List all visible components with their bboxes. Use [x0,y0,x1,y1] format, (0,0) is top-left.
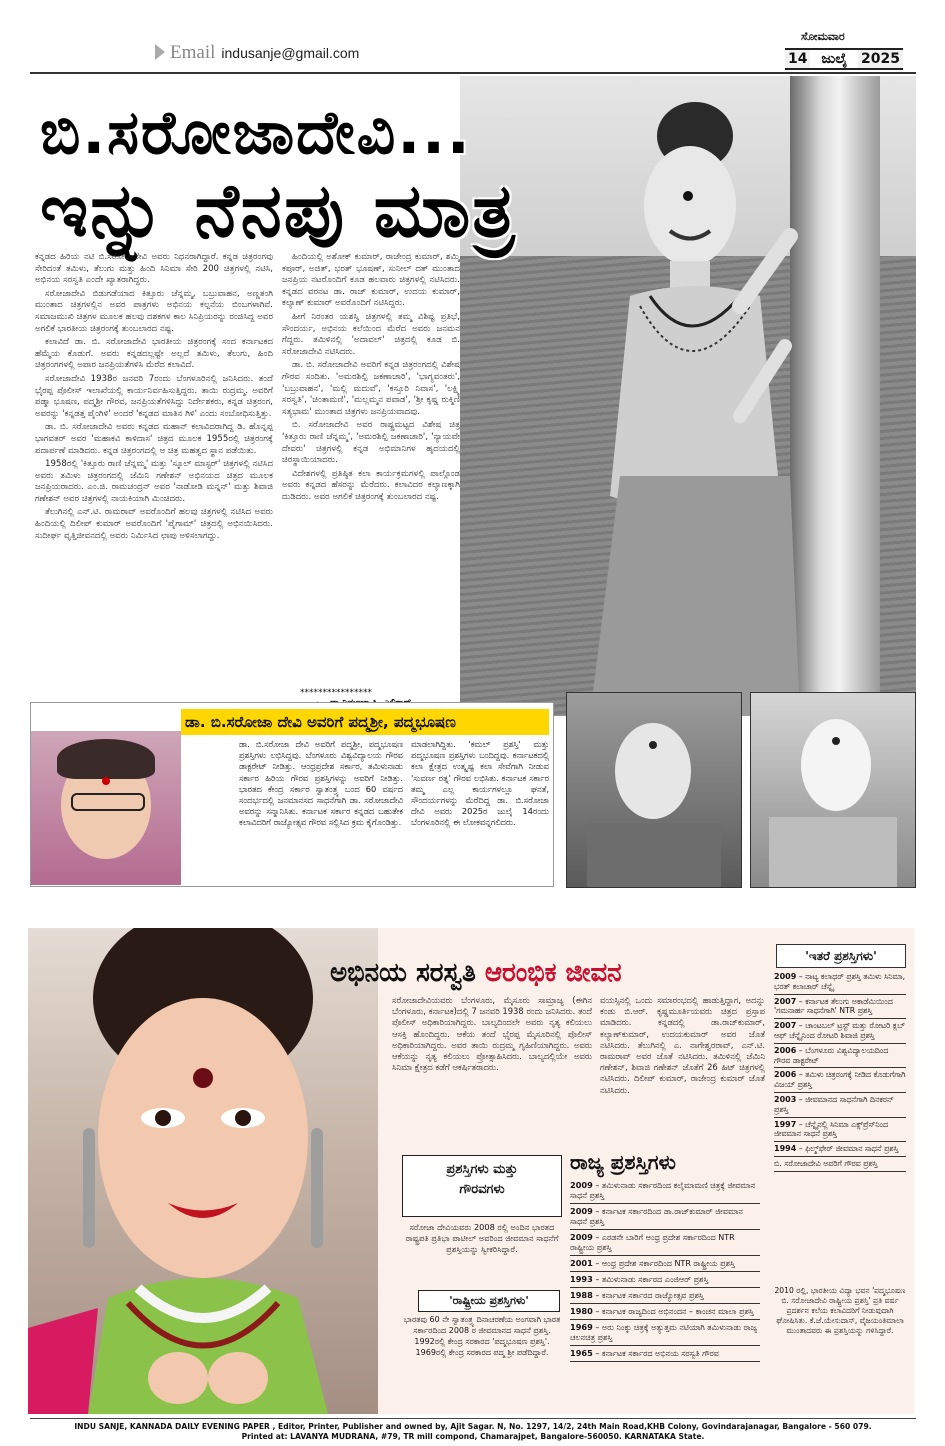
elder-hair [57,739,155,779]
state-awards [570,1150,760,1362]
header-date-block [785,30,903,70]
email-label: Email [170,42,216,63]
portrait-photo-2 [750,692,916,888]
header-email [170,42,359,64]
color-portrait-illustration [28,928,378,1414]
list-item: ಬಿ. ಸರೋಜಾದೇವಿ ಅವರಿಗೆ ಗೌರವ ಪ್ರಶಸ್ತಿ [774,1157,906,1172]
list-item: 1993 – ತಮಿಳುನಾಡು ಸರ್ಕಾರದ ಎಂಜಿಆರ್ ಪ್ರಶಸ್ತಿ [570,1272,760,1288]
bindi-icon [102,777,110,785]
list-item: 1980 – ಕರ್ನಾಟಕ ರಾಜ್ಯದಿಂದ ಅಭಿನಂದನ – ಕಾಂಚನ ಮಾಲಾ ಪ್ರಶಸ್ತಿ [570,1304,760,1320]
header-arrow-icon [155,44,165,60]
article-paragraph: 1958ರಲ್ಲಿ 'ಕಿತ್ತೂರು ರಾಣಿ ಚೆನ್ನಮ್ಮ' ಮತ್ತು 'ಸ್ಕೂಲ್ ಮಾಸ್ಟರ್' ಚಿತ್ರಗಳಲ್ಲಿ ನಟಿಸಿದ ಅವರು ತಮಿಳು ಚಿತ್ರರಂಗದಲ್ಲಿ ಜೆಮಿನಿ ಗಣೇಶನ್ ಅಭಿನಯದ ಚಿತ್ರದ ಮೂಲಕ ಜನಪ್ರಿಯರಾದರು. ಎಂ.ಜಿ. ರಾಮಚಂದ್ರನ್ ಅವರ 'ನಾಡೋಡಿ ಮನ್ನನ್' ಮತ್ತು ಶಿವಾಜಿ ಗಣೇಶನ್ ಅವರ ಚಿತ್ರಗಳಲ್ಲಿ ನಾಯಕಿಯಾಗಿ ಮಿಂಚಿದರು. [35,459,273,504]
list-item: 2009 – ತಮಿಳುನಾಡು ಸರ್ಕಾರದಿಂದ ಕಲೈಮಾಮಣಿ ಚಿತ್ರಕ್ಕೆ ಜೀವಮಾನ ಸಾಧನೆ ಪ್ರಶಸ್ತಿ [570,1178,760,1204]
list-item: 2007 – ಕರ್ನಾಟಕ ತೆಲುಗು ಅಕಾಡೆಮಿಯಿಂದ 'ಗಮನಾರ್ಹ ಸಾಧನೆಗಾಗಿ' NTR ಪ್ರಶಸ್ತಿ [774,995,906,1020]
actress-figure [590,96,800,716]
header-divider [30,72,916,74]
list-item: 2007 – ಚಾಂಟಬಲ್ ಟ್ರಸ್ಟ್ ಮತ್ತು ರೋಟರಿ ಕ್ಲಬ್ ಆಫ್ ಚೆನ್ನೈನಿಂದ ರೋಟರಿ ಶಿವಾಜಿ ಪ್ರಶಸ್ತಿ [774,1019,906,1044]
list-item: 2003 – ಜೀವಮಾನದ ಸಾಧನೆಗಾಗಿ ದಿನಕರನ್ ಪ್ರಶಸ್ತಿ [774,1093,906,1118]
elder-portrait-photo [31,731,181,885]
main-photo [460,76,916,716]
state-awards-title: ರಾಜ್ಯ ಪ್ರಶಸ್ತಿಗಳು [570,1150,676,1174]
list-item: 1997 – ಚೆನ್ನೈನಲ್ಲಿ ಸಿನಿಮಾ ಎಕ್ಸ್‌ಪ್ರೆಸ್‌ನಿಂದ ಜೀವಮಾನ ಸಾಧನೆ ಪ್ರಶಸ್ತಿ [774,1118,906,1143]
list-item: 1994 – ಫಿಲ್ಮ್‌ಫೇರ್ ಜೀವಮಾನ ಸಾಧನೆ ಪ್ರಶಸ್ತಿ [774,1142,906,1157]
national-awards-title: 'ರಾಷ್ಟ್ರೀಯ ಪ್ರಶಸ್ತಿಗಳು' [418,1290,560,1312]
portrait-face [615,723,691,819]
list-item: 1965 – ಕರ್ನಾಟಕ ಸರ್ಕಾರದ ಅಭಿನಯ ಸರಸ್ವತಿ ಗೌರವ [570,1346,760,1362]
headline-line-1: ಬಿ.ಸರೋಜಾದೇವಿ... [40,98,472,168]
list-item: 2006 – ತಮಿಳು ಚಿತ್ರರಂಗಕ್ಕೆ ನೀಡಿದ ಕೊಡುಗೆಗಾಗಿ ವಿಜಯ್ ಪ್ರಶಸ್ತಿ [774,1068,906,1093]
bindi-icon [832,737,840,745]
color-portrait-photo [28,928,378,1414]
imprint-line-1: INDU SANJE, KANNADA DAILY EVENING PAPER , Editor, Printer, Publisher and owned by, Ajit Sagar. N, No. 1297, 14/2, 24th Main Road,KHB Colony, Govindarajanagar, Bangalore - 560 079. [74,1422,872,1431]
headline-line-2: ಇನ್ನು ನೆನಪು ಮಾತ್ರ [40,168,517,254]
portrait-photo-1 [566,692,742,888]
portrait-garment [587,823,721,887]
email-address[interactable]: indusanje@gmail.com [221,45,360,61]
list-item: 2001 – ಆಂಧ್ರ ಪ್ರದೇಶ ಸರ್ಕಾರದಿಂದ NTR ರಾಷ್ಟ್ರೀಯ ಪ್ರಶಸ್ತಿ [570,1256,760,1272]
date-month: ಜುಲೈ [821,51,848,67]
article-paragraph: ಕನ್ನಡದ ಹಿರಿಯ ನಟಿ ಬಿ.ಸರೋಜಾದೇವಿ ಅವರು ನಿಧನರಾಗಿದ್ದಾರೆ. ಕನ್ನಡ ಚಿತ್ರರಂಗವು ಸೇರಿದಂತೆ ತಮಿಳು, ತೆಲುಗು ಮತ್ತು ಹಿಂದಿ ಸಿನಿಮಾ ಸೇರಿ 200 ಚಿತ್ರಗಳಲ್ಲಿ ನಟಿಸಿ, ಅಭಿನಯ ಸರಸ್ವತಿ ಎಂದೇ ಖ್ಯಾತರಾಗಿದ್ದರು. [35,252,273,286]
footer-divider [30,1418,916,1419]
imprint-line-2: Printed at: LAVANYA MUDRANA, #79, TR mill compond, Chamarajpet, Bangalore-560050. KARNATAKA State. [241,1432,705,1441]
list-item: 1969 – ಅರು ನಿಂಕ್ಕು ಚಿತ್ರಕ್ಕೆ ಅತ್ಯುತ್ತಮ ನಟಿಯಾಗಿ ತಮಿಳುನಾಡು ರಾಜ್ಯ ಚಲನಚಿತ್ರ ಪ್ರಶಸ್ತಿ [570,1320,760,1346]
early-life-column-1: ಸರೋಜಾದೇವಿಯವರು ಬೆಂಗಳೂರು, ಮೈಸೂರು ಸಾಮ್ರಾಜ್ಯ (ಈಗಿನ ಬೆಂಗಳೂರು, ಕರ್ನಾಟಕ)ದಲ್ಲಿ 7 ಜನವರಿ 1938 ರಂದು ಜನಿಸಿದರು. ತಂದೆ ಪೊಲೀಸ್ ಅಧಿಕಾರಿಯಾಗಿದ್ದರು. ಬಾಲ್ಯದಿಂದಲೇ ಅವರು ನೃತ್ಯ ಕಲಿಯಲು ಆಸಕ್ತಿ ಹೊಂದಿದ್ದರು. ಆಕೆಯ ತಂದೆ ಭೈರಪ್ಪ ಮೈಸೂರಿನಲ್ಲಿ ಪೊಲೀಸ್ ಅಧಿಕಾರಿಯಾಗಿದ್ದರು. ಅವರ ತಾಯಿ ರುದ್ರಮ್ಮ ಗೃಹಿಣಿಯಾಗಿದ್ದರು. ಅವರು ಆಕೆಯನ್ನು ನೃತ್ಯ ಕಲಿಯಲು ಪ್ರೋತ್ಸಾಹಿಸಿದರು. ಬಾಲ್ಯದಲ್ಲಿಯೇ ಅವರು ಸಿನಿಮಾ ಕ್ಷೇತ್ರದ ಕಡೆಗೆ ಆಕರ್ಷಿತರಾದರು. [392,995,592,1073]
glasses-icon [71,793,145,811]
other-awards-closing: 2010 ರಲ್ಲಿ, ಭಾರತೀಯ ವಿದ್ಯಾ ಭವನ 'ಪದ್ಮಭೂಷಣ ಬಿ. ಸರೋಜಾದೇವಿ ರಾಷ್ಟ್ರೀಯ ಪ್ರಶಸ್ತಿ' ಪ್ರತಿ ವರ್ಷ ಪ್ರದರ್ಶನ ಕಲೆಯ ಕಲಾವಿದರಿಗೆ ನೀಡುವುದಾಗಿ ಘೋಷಿಸಿತು. ಕೆ.ಜೆ.ಯೇಸುದಾಸ್, ವೈಜಯಂತಿಮಾಲಾ ಮುಂತಾದವರು ಈ ಪ್ರಶಸ್ತಿಯನ್ನು ಗಳಿಸಿದ್ದಾರೆ. [774,1286,906,1335]
imprint-footer [30,1422,916,1442]
section-title-part-2: ಆರಂಭಿಕ ಜೀವನ [484,958,622,988]
honours-title-line-2: ಗೌರವಗಳು [459,1182,505,1197]
award-box-title: ಡಾ. ಬಿ.ಸರೋಜಾ ದೇವಿ ಅವರಿಗೆ ಪದ್ಮಶ್ರೀ, ಪದ್ಮಭೂಷಣ [181,709,549,735]
bindi-icon [649,741,657,749]
article-paragraph: ಹಿಂದಿಯಲ್ಲಿ ಅಶೋಕ್ ಕುಮಾರ್, ರಾಜೇಂದ್ರ ಕುಮಾರ್, ಶಮ್ಮಿ ಕಪೂರ್, ಅಜಿತ್, ಭರತ್ ಭೂಷಣ್, ಸುನೀಲ್ ದತ್ ಮುಂತಾದ ಜನಪ್ರಿಯ ನಟರೊಂದಿಗೆ ಕೂಡ ಹಲವಾರು ಚಿತ್ರಗಳಲ್ಲಿ ನಟಿಸಿದರು. ಕನ್ನಡದ ವರನಟ ಡಾ. ರಾಜ್ ಕುಮಾರ್, ಉದಯ ಕುಮಾರ್, ಕಲ್ಯಾಣ್ ಕುಮಾರ್ ಅವರೊಂದಿಗೆ ನಟಿಸಿದ್ದರು. [282,252,460,309]
national-awards-text: ಭಾರತವು 60 ನೇ ಸ್ವಾತಂತ್ರ್ಯ ದಿನಾಚರಣೆಯ ಅಂಗವಾಗಿ ಭಾರತ ಸರ್ಕಾರದಿಂದ 2008 ರ ಜೀವಮಾನದ ಸಾಧನೆ ಪ್ರಶಸ್ತಿ. 1992ರಲ್ಲಿ ಕೇಂದ್ರ ಸರಕಾರದ 'ಪದ್ಮಭೂಷಣ ಪ್ರಶಸ್ತಿ'. 1969ರಲ್ಲಿ ಕೇಂದ್ರ ಸರಕಾರದ ಪದ್ಮ ಶ್ರೀ ಪಡೆದಿದ್ದಾರೆ. [403,1315,561,1357]
separator-stars: **************** [300,688,372,698]
article-paragraph: ಡಾ. ಬಿ. ಸರೋಜಾದೇವಿ ಅವರು ಕನ್ನಡದ ಮಹಾನ್ ಕಲಾವಿದರಾಗಿದ್ದ ಡಿ. ಹೊನ್ನಪ್ಪ ಭಾಗವತರ್ ಅವರ 'ಮಹಾಕವಿ ಕಾಳಿದಾಸ' ಚಿತ್ರದ ಮೂಲಕ 1955ರಲ್ಲಿ ಚಿತ್ರರಂಗಕ್ಕೆ ಪದಾರ್ಪಣೆ ಮಾಡಿದರು. ಕನ್ನಡ ಚಿತ್ರರಂಗದಲ್ಲಿ ಆ ಚಿತ್ರ ಮಹತ್ವದ ಸ್ಥಾನ ಪಡೆಯಿತು. [35,422,273,456]
header-date [785,48,903,70]
article-paragraph: ಸರೋಜಾದೇವಿ 1938ರ ಜನವರಿ 7ರಂದು ಬೆಂಗಳೂರಿನಲ್ಲಿ ಜನಿಸಿದರು. ತಂದೆ ಭೈರಪ್ಪ ಪೊಲೀಸ್ ಇಲಾಖೆಯಲ್ಲಿ ಕಾರ್ಯನಿರ್ವಹಿಸುತ್ತಿದ್ದರು. ತಾಯಿ ರುದ್ರಮ್ಮ. ಅವರಿಗೆ ಪಡ್ಮಾ ಭೂಷಣ, ಪದ್ಮಶ್ರೀ ಗೌರವ, ಜನಪ್ರಿಯತೆಗಳಿಸಿದ್ದು ನಿರ್ದೇಶಕರು, ಕನ್ನಡ ಚಿತ್ರರಂಗ, ಅವರನ್ನು 'ಕನ್ನಡತ್ತ ಪೈಂಗಿಳಿ' ಅಂದರೆ 'ಕನ್ನಡದ ಮಾತಿನ ಗಿಳಿ' ಎಂದು ಸಂಬೋಧಿಸುತ್ತಿತ್ತು. [35,373,273,419]
list-item: 1988 – ಕರ್ನಾಟಕ ಸರ್ಕಾರದ ರಾಜ್ಯೋತ್ಸವ ಪ್ರಶಸ್ತಿ [570,1288,760,1304]
date-day: 14 [785,50,810,68]
list-item: 2009 – ಎರಡನೇ ಬಾರಿಗೆ ಆಂಧ್ರ ಪ್ರದೇಶ ಸರ್ಕಾರದಿಂದ NTR ರಾಷ್ಟ್ರೀಯ ಪ್ರಶಸ್ತಿ [570,1230,760,1256]
other-awards-sidebar [770,944,910,1412]
article-paragraph: ಹೀಗೆ ನಿರಂತರ ಯಶಸ್ವಿ ಚಿತ್ರಗಳಲ್ಲಿ ತಮ್ಮ ವಿಶಿಷ್ಟ ಪ್ರತಿಭೆ, ಸೌಂದರ್ಯ, ಅಭಿನಯ ಕಲೆಯಿಂದ ಮೆರೆದ ಅವರು ಜನಮನ ಗೆದ್ದರು. ತಮಿಳಿನಲ್ಲಿ 'ಅದಾವಲ್' ಚಿತ್ರದಲ್ಲಿ ಕೂಡ ಬಿ. ಸರೋಜಾದೇವಿ ನಟಿಸಿದರು. [282,311,460,357]
honours-title-line-1: ಪ್ರಶಸ್ತಿಗಳು ಮತ್ತು [446,1162,518,1177]
honours-box [402,1155,562,1217]
list-item: 2009 – ನಾಟ್ಯ ಕಲಾಧರ್ ಪ್ರಶಸ್ತಿ ತಮಿಳು ಸಿನಿಮಾ, ಭರತ್ ಕಲಾಚಾರ್ ಚೆನ್ನೈ [774,970,906,995]
padma-award-box [30,702,554,887]
portrait-garment [769,817,897,887]
award-text-column-1: ಡಾ. ಬಿ.ಸರೋಜಾ ದೇವಿ ಅವರಿಗೆ ಪದ್ಮಶ್ರೀ, ಪದ್ಮಭೂಷಣ ಪ್ರಶಸ್ತಿಗಳು ಲಭಿಸಿದ್ದವು. ಬೆಂಗಳೂರು ವಿಶ್ವವಿದ್ಯಾಲಯ ಗೌರವ ಡಾಕ್ಟರೇಟ್ ನೀಡಿತ್ತು. ಆಂಧ್ರಪ್ರದೇಶ ಸರ್ಕಾರ, ತಮಿಳುನಾಡು ಸರ್ಕಾರ ಹಿರಿಯ ಗೌರವ ಪ್ರಶಸ್ತಿಗಳನ್ನು ಅವರಿಗೆ ನೀಡಿತ್ತು. ಭಾರತದ ಕೇಂದ್ರ ಸರ್ಕಾರ ಸ್ವಾತಂತ್ರ್ಯ ಬಂದ 60 ವರ್ಷದ ಸಂದರ್ಭದಲ್ಲಿ ಜನಮಾನಸದ ಸಾಧನೆಗಾಗಿ ಡಾ. ಸರೋಜಾದೇವಿ ಅವರನ್ನು ಸನ್ಮಾನಿಸಿತು. ಕರ್ನಾಟಕ ಸರ್ಕಾರ ಕನ್ನಡದ ಬಹುತೇಕ ಕಲಾವಿದರಿಗೆ ರಾಜ್ಯೋತ್ಸವ ಗೌರವ ಸಲ್ಲಿಸಿದ ಕ್ರಮ ಕೈಗೊಂಡಿತ್ತು. [239,739,403,828]
award-text-column-2: ಮಾಡಲಾಗಿದ್ದಿತು. 'ಕಮಲ್ ಪ್ರಶಸ್ತಿ' ಮತ್ತು ಪದ್ಮಭೂಷಣ ಪ್ರಶಸ್ತಿಗಳು ಬಂದಿದ್ದವು. ಕರ್ನಾಟಕದಲ್ಲಿ ಕಲಾ ಕ್ಷೇತ್ರದ ಉತ್ಕೃಷ್ಟ ಕಲಾ ಸೇವೆಗಾಗಿ ನೀಡುವ 'ಸುವರ್ಣ ರತ್ನ' ಗೌರವ ಲಭಿಸಿತು. ಕರ್ನಾಟಕ ಸರ್ಕಾರ ತಮ್ಮ ಎಲ್ಲ ಕಾರ್ಯಗಳಲ್ಲೂ ಘನತೆ, ಸೌಂದರ್ಯಗಳನ್ನು ಮೆರೆದಿದ್ದ ಡಾ. ಬಿ.ಸರೋಜಾ ದೇವಿ ಅವರು 2025ರ ಜುಲೈ 14ರಂದು ಬೆಂಗಳೂರಿನಲ್ಲಿ ಈ ಲೋಕವನ್ನಗಲಿದರು. [411,739,549,828]
portrait-face [801,719,871,811]
early-life-column-2: ವಯಸ್ಸಿನಲ್ಲಿ ಒಂದು ಸಮಾರಂಭದಲ್ಲಿ ಹಾಡುತ್ತಿದ್ದಾಗ, ಅದನ್ನು ಕಂಡು ಬಿ.ಆರ್. ಕೃಷ್ಣಮೂರ್ತಿಯವರು ಚಿತ್ರದ ಪ್ರಸ್ತಾಪ ಮಾಡಿದರು. ಕನ್ನಡದಲ್ಲಿ ಡಾ.ರಾಜ್‌ಕುಮಾರ್, ಕಲ್ಯಾಣ್‌ಕುಮಾರ್, ಉದಯಕುಮಾರ್ ಅವರ ಜೊತೆ ನಟಿಸಿದರು. ತೆಲುಗಿನಲ್ಲಿ ಎ. ನಾಗೇಶ್ವರರಾವ್, ಎನ್.ಟಿ. ರಾಮರಾವ್ ಅವರ ಜೊತೆ ನಟಿಸಿದರು. ತಮಿಳಿನಲ್ಲಿ ಜೆಮಿನಿ ಗಣೇಶನ್, ಶಿವಾಜಿ ಗಣೇಶನ್ ಜೊತೆಗೆ 26 ಹಿಟ್ ಚಿತ್ರಗಳಲ್ಲಿ ನಟಿಸಿದರು. ದಿಲೀಪ್ ಕುಮಾರ್, ರಾಜೇಂದ್ರ ಕುಮಾರ್ ಜೊತೆ ನಟಿಸಿದರು. [600,995,765,1095]
list-item: 2006 – ಬೆಂಗಳೂರು ವಿಶ್ವವಿದ್ಯಾಲಯದಿಂದ ಗೌರವ ಡಾಕ್ಟರೇಟ್ [774,1044,906,1069]
article-paragraph: ಸರೋಜಾದೇವಿ ಬಿಡುಗಡೆಯಾದ ಕಿತ್ತೂರು ಚೆನ್ನಮ್ಮ, ಬಬ್ರುವಾಹನ, ಅಣ್ಣತಂಗಿ ಮುಂತಾದ ಚಿತ್ರಗಳಲ್ಲಿನ ಅವರ ಪಾತ್ರಗಳು ಅಭಿನಯ ಕಲ್ಪನೆಯ ಬಿಂಬಗಳಾಗಿವೆ. ಸಮಾಜಮುಖಿ ಚಿತ್ರಗಳ ಮೂಲಕ ಹಲವು ದಶಕಗಳ ಕಾಲ ಸಿನಿಪ್ರಿಯರನ್ನು ರಂಜಿಸಿದ್ದ ಅವರ ಅಗಲಿಕೆ ಭಾರತೀಯ ಚಿತ್ರರಂಗಕ್ಕೆ ತುಂಬಲಾರದ ನಷ್ಟ. [35,288,273,334]
article-paragraph: ಬಿ. ಸರೋಜಾದೇವಿ ಅವರ ರಾಷ್ಟ್ರಮಟ್ಟದ ವಿಶೇಷ ಚಿತ್ರ 'ಕಿತ್ತೂರು ರಾಣಿ ಚೆನ್ನಮ್ಮ', 'ಅಮರಶಿಲ್ಪಿ ಜಕಣಾಚಾರಿ', 'ನ್ಯಾಯವೇ ದೇವರು' ಚಿತ್ರಗಳಲ್ಲಿ ಕನ್ನಡ ಅಭಿಮಾನಿಗಳ ಹೃದಯದಲ್ಲಿ ಚಿರಸ್ಥಾಯಿಯಾದರು. [282,420,460,466]
article-paragraph: ವಿದೇಶಗಳಲ್ಲಿ ಪ್ರತಿಷ್ಠಿತ ಕಲಾ ಕಾರ್ಯಕ್ರಮಗಳಲ್ಲಿ ಪಾಲ್ಗೊಂಡ ಅವರು ಕನ್ನಡದ ಹೆಸರನ್ನು ಮೆರೆದರು. ಕಲಾವಿದರ ಕಲ್ಯಾಣಕ್ಕಾಗಿ ದುಡಿದರು. ಅವರ ಅಗಲಿಕೆ ಚಿತ್ರರಂಗಕ್ಕೆ ತುಂಬಲಾರದ ನಷ್ಟ. [282,468,460,502]
other-awards-title: 'ಇತರೆ ಪ್ರಶಸ್ತಿಗಳು' [776,944,906,968]
list-item: 2009 – ಕರ್ನಾಟಕ ಸರ್ಕಾರದಿಂದ ಡಾ.ರಾಜ್‌ಕುಮಾರ್ ಜೀವಮಾನ ಸಾಧನೆ ಪ್ರಶಸ್ತಿ [570,1204,760,1230]
article-column-2 [282,252,460,702]
date-year: 2025 [858,50,903,68]
article-column-1 [35,252,273,702]
honours-text: ಸರೋಜಾ ದೇವಿಯವರು 2008 ರಲ್ಲಿ ಅಂದಿನ ಭಾರತದ ರಾಷ್ಟ್ರಪತಿ ಪ್ರತಿಭಾ ಪಾಟೀಲ್ ಅವರಿಂದ ಜೀವಮಾನ ಸಾಧನೆಗೆ ಪ್ರಶಸ್ತಿಯನ್ನು ಸ್ವೀಕರಿಸಿದ್ದಾರೆ. [405,1222,559,1254]
photo-tree [790,76,880,716]
other-awards-list [774,970,906,1172]
article-paragraph: ಕಲಾವಿದೆ ಡಾ. ಬಿ. ಸರೋಜಾದೇವಿ ಭಾರತೀಯ ಚಿತ್ರರಂಗಕ್ಕೆ ಸಂದ ಕರ್ನಾಟಕದ ಹೆಮ್ಮೆಯ ಕೊಡುಗೆ. ಅವರು ಕನ್ನಡದಲ್ಲಷ್ಟೇ ಅಲ್ಲದೆ ತಮಿಳು, ತೆಲುಗು, ಹಿಂದಿ ಚಿತ್ರರಂಗಗಳಲ್ಲಿ ಅಪಾರ ಜನಪ್ರಿಯತೆಗಳಿಸಿ ಮೆರೆದ ಕಲಾವಿದೆ. [35,337,273,371]
article-paragraph: ತೆಲುಗಿನಲ್ಲಿ ಎನ್.ಟಿ. ರಾಮರಾವ್ ಅವರೊಂದಿಗೆ ಹಲವು ಚಿತ್ರಗಳಲ್ಲಿ ನಟಿಸಿದ ಅವರು ಹಿಂದಿಯಲ್ಲಿ ದಿಲೀಪ್ ಕುಮಾರ್ ಅವರೊಂದಿಗೆ 'ಪೈಗಾಮ್' ಚಿತ್ರದಲ್ಲಿ ಅಭಿನಯಿಸಿದರು. ಸುದೀರ್ಘ ವೃತ್ತಿಜೀವನದಲ್ಲಿ ಅವರು ನಿರ್ಮಿಸಿದ ಛಾಪು ಅಳಿಸಲಾಗದ್ದು. [35,507,273,541]
section-title [330,958,622,989]
header-day: ಸೋಮವಾರ [801,30,845,43]
article-paragraph: ಡಾ. ಬಿ. ಸರೋಜಾದೇವಿ ಅವರಿಗೆ ಕನ್ನಡ ಚಿತ್ರರಂಗದಲ್ಲಿ ವಿಶೇಷ ಗೌರವ ಸಂದಿತು. 'ಅಮರಶಿಲ್ಪಿ ಜಕಣಾಚಾರಿ', 'ಭಾಗ್ಯವಂತರು', 'ಬಬ್ರುವಾಹನ', 'ಮಲ್ಲಿ ಮದುವೆ', 'ಕಸ್ತೂರಿ ನಿವಾಸ', 'ಲಕ್ಷ್ಮಿ ಸರಸ್ವತಿ', 'ಚಿಂತಾಮಣಿ', 'ಮಲ್ಲಮ್ಮನ ಪವಾಡ', 'ಶ್ರೀ ಕೃಷ್ಣ ರುಕ್ಮಿಣಿ ಸತ್ಯಭಾಮ' ಮುಂತಾದ ಚಿತ್ರಗಳು ಜನಪ್ರಿಯವಾದವು. [282,360,460,417]
section-title-part-1: ಅಭಿನಯ ಸರಸ್ವತಿ [330,958,476,988]
